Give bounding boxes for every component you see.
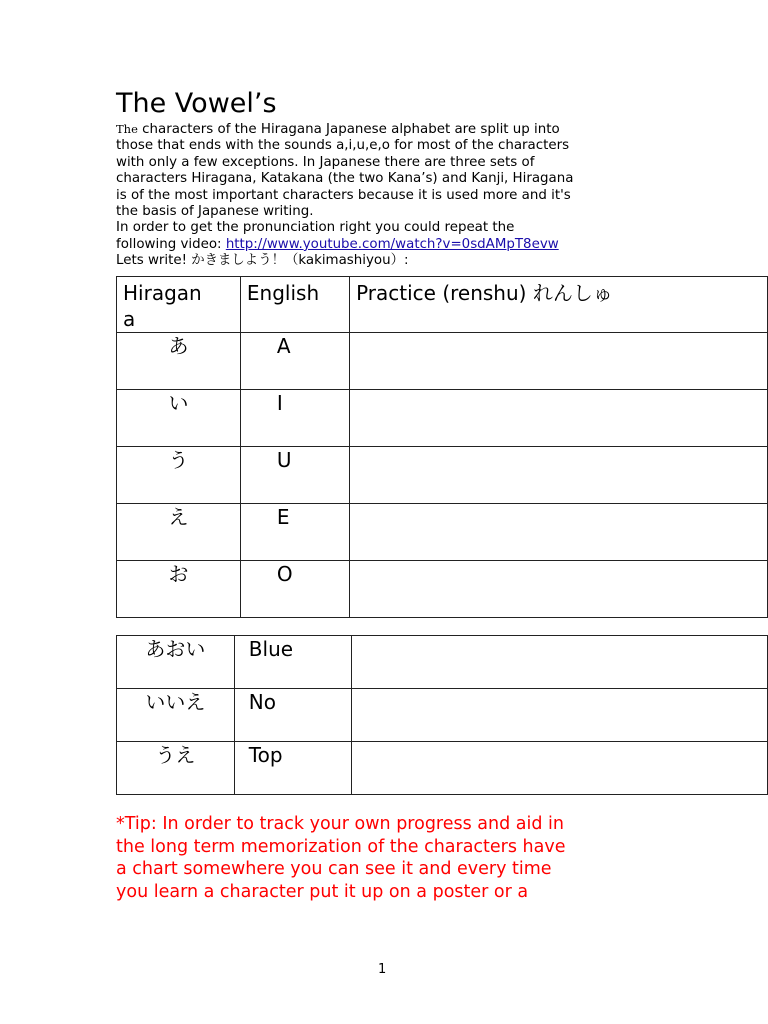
table-row	[117, 561, 768, 618]
tip-line: *Tip: In order to track your own progress and aid in	[116, 814, 564, 834]
practice-cell[interactable]	[350, 390, 768, 447]
practice-cell[interactable]	[352, 742, 768, 795]
header-practice: Practice (renshu) れんしゅ	[350, 277, 768, 333]
english-cell: O	[240, 561, 349, 618]
english-cell: Top	[234, 742, 351, 795]
intro-line-text: characters of the Hiragana Japanese alphabet are split up into	[137, 122, 560, 137]
intro-line: is of the most important characters because it is used more and it's	[116, 187, 571, 203]
kana-cell: あ	[117, 333, 241, 390]
english-cell: Blue	[234, 636, 351, 689]
intro-line: with only a few exceptions. In Japanese there are three sets of	[116, 154, 535, 170]
practice-cell[interactable]	[350, 561, 768, 618]
kana-cell: うえ	[117, 742, 235, 795]
kana-cell: お	[117, 561, 241, 618]
tip-paragraph	[116, 813, 656, 903]
table-row	[117, 689, 768, 742]
intro-line: characters Hiragana, Katakana (the two Kana’s) and Kanji, Hiragana	[116, 171, 574, 187]
english-cell: U	[240, 447, 349, 504]
header-english: English	[240, 277, 349, 333]
tip-line: the long term memorization of the characters have	[116, 836, 566, 857]
page-number: 1	[378, 962, 387, 977]
practice-cell[interactable]	[350, 333, 768, 390]
kana-cell: い	[117, 390, 241, 447]
kana-cell: え	[117, 504, 241, 561]
header-hiragana-line1: Hiragan	[123, 281, 202, 305]
table-row	[117, 390, 768, 447]
video-prefix: following video:	[116, 236, 226, 252]
table-row	[117, 504, 768, 561]
english-cell: E	[240, 504, 349, 561]
header-hiragana-line2: a	[123, 307, 136, 331]
english-cell: I	[240, 390, 349, 447]
kana-cell: いいえ	[117, 689, 235, 742]
kana-cell: あおい	[117, 636, 235, 689]
english-cell: A	[240, 333, 349, 390]
intro-line: Lets write! かきましよう！（kakimashiyou）:	[116, 253, 409, 269]
intro-line: those that ends with the sounds a,i,u,e,o for most of the characters	[116, 138, 570, 154]
kana-cell: う	[117, 447, 241, 504]
practice-cell[interactable]	[352, 689, 768, 742]
intro-line	[116, 237, 656, 253]
video-link[interactable]: http://www.youtube.com/watch?v=0sdAMpT8evw	[225, 236, 559, 252]
table-row	[117, 742, 768, 795]
header-hiragana	[117, 277, 241, 333]
intro-paragraph	[116, 121, 656, 270]
table-row	[117, 333, 768, 390]
intro-line: In order to get the pronunciation right you could repeat the	[116, 220, 515, 236]
practice-cell[interactable]	[350, 504, 768, 561]
word-practice-table	[116, 635, 768, 795]
intro-line	[116, 121, 656, 138]
intro-lead-word: The	[116, 122, 138, 136]
table-row	[117, 447, 768, 504]
practice-cell[interactable]	[352, 636, 768, 689]
english-cell: No	[234, 689, 351, 742]
table-row	[117, 636, 768, 689]
intro-line: the basis of Japanese writing.	[116, 204, 314, 220]
practice-cell[interactable]	[350, 447, 768, 504]
tip-line: a chart somewhere you can see it and every time	[116, 859, 552, 879]
table-header-row	[117, 277, 768, 333]
tip-line: you learn a character put it up on a poster or a	[116, 881, 529, 902]
page-title: The Vowel’s	[116, 88, 277, 119]
vowel-practice-table	[116, 276, 768, 618]
